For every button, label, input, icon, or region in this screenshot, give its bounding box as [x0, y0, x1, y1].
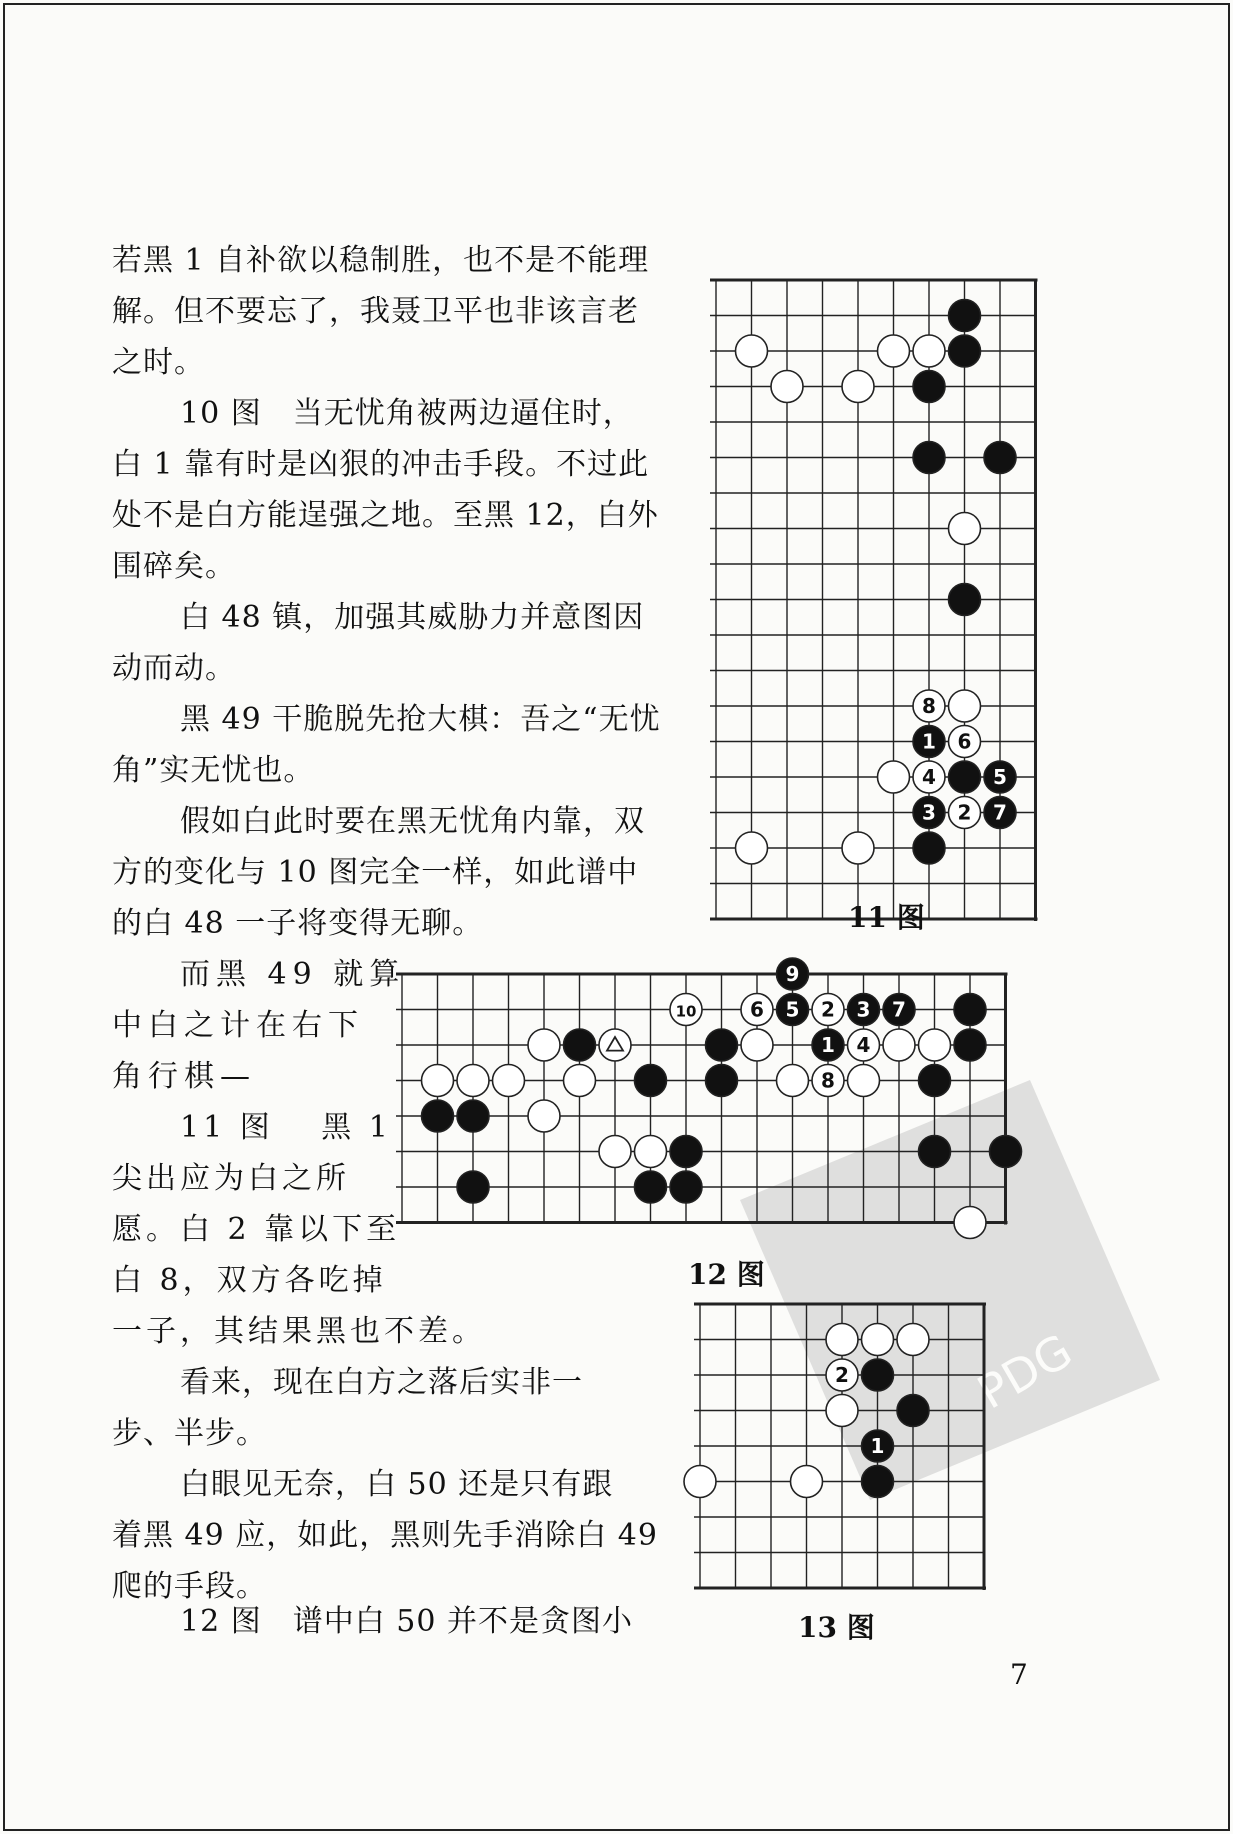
- white-stone: [670, 994, 702, 1026]
- black-stone: [670, 1136, 702, 1168]
- white-stone: [826, 1359, 858, 1391]
- black-stone: [422, 1100, 454, 1132]
- text-line: 12 图 谱中白 50 并不是贪图小: [180, 1604, 633, 1639]
- black-stone: [457, 1100, 489, 1132]
- black-stone: [862, 1466, 894, 1498]
- paragraph-5: [112, 796, 645, 949]
- white-stone: [422, 1065, 454, 1097]
- white-stone: [528, 1100, 560, 1132]
- black-stone: [913, 371, 945, 403]
- white-stone: [848, 1029, 880, 1061]
- text-line: 假如白此时要在黑无忧角内靠，双: [180, 804, 645, 839]
- paragraph-4: [112, 694, 661, 796]
- black-stone: [848, 994, 880, 1026]
- black-stone: [635, 1065, 667, 1097]
- move-number: 2: [835, 1363, 849, 1387]
- move-number: 2: [821, 997, 835, 1022]
- black-stone: [913, 726, 945, 758]
- black-stone: [990, 1136, 1022, 1168]
- white-stone: [949, 726, 981, 758]
- text-line: 11 图 黑 1: [180, 1110, 392, 1145]
- white-stone: [599, 1029, 631, 1061]
- text-line: 方的变化与 10 图完全一样，如此谱中: [112, 855, 639, 890]
- text-line: 看来，现在白方之落后实非一: [180, 1365, 583, 1400]
- white-stone: [842, 832, 874, 864]
- text-line: 动而动。: [112, 651, 236, 686]
- white-stone: [741, 1029, 773, 1061]
- white-stone: [862, 1324, 894, 1356]
- text-line: 着黑 49 应，如此，黑则先手消除白 49: [112, 1518, 658, 1553]
- move-number: 1: [922, 729, 936, 754]
- text-line: 一子，其结果黑也不差。: [112, 1314, 486, 1349]
- move-number: 1: [870, 1434, 885, 1458]
- white-stone: [528, 1029, 560, 1061]
- white-stone: [954, 1207, 986, 1239]
- text-line: 黑 49 干脆脱先抢大棋：吾之“无忧: [180, 702, 661, 737]
- black-stone: [897, 1395, 929, 1427]
- black-stone: [949, 584, 981, 616]
- white-stone: [635, 1136, 667, 1168]
- white-stone: [883, 1029, 915, 1061]
- move-number: 5: [785, 997, 800, 1022]
- black-stone: [777, 958, 809, 990]
- paragraph-1: [112, 235, 649, 388]
- black-stone: [913, 832, 945, 864]
- black-stone: [919, 1065, 951, 1097]
- figure-caption-12: 12 图: [688, 1258, 765, 1291]
- paragraph-10: [112, 1596, 633, 1647]
- black-stone: [457, 1171, 489, 1203]
- white-stone: [848, 1065, 880, 1097]
- move-number: 5: [993, 765, 1007, 789]
- text-line: 白 8，双方各吃掉: [112, 1263, 387, 1298]
- black-stone: [913, 797, 945, 829]
- move-number: 1: [821, 1033, 835, 1057]
- move-number: 7: [892, 997, 906, 1022]
- black-stone: [984, 442, 1016, 474]
- text-line: 围碎矣。: [112, 549, 236, 584]
- black-stone: [812, 1029, 844, 1061]
- text-line: 愿。白 2 靠以下至: [112, 1212, 401, 1247]
- move-number: 9: [785, 962, 800, 986]
- white-stone: [913, 761, 945, 793]
- page-number: 7: [1010, 1658, 1028, 1691]
- white-stone: [878, 335, 910, 367]
- text-line: 爬的手段。: [112, 1569, 267, 1604]
- go-diagram-11: [712, 244, 1062, 884]
- move-number: 8: [922, 694, 936, 718]
- black-stone: [954, 994, 986, 1026]
- paragraph-9: [112, 1459, 658, 1612]
- text-line: 白 48 镇，加强其威胁力并意图因: [180, 600, 645, 635]
- white-stone: [913, 335, 945, 367]
- black-stone: [635, 1171, 667, 1203]
- move-number: 6: [957, 729, 972, 754]
- text-line: 之时。: [112, 345, 205, 380]
- figure-caption-13: 13 图: [798, 1611, 875, 1644]
- board-grid: [710, 280, 1038, 921]
- white-stone: [913, 690, 945, 722]
- white-stone: [949, 513, 981, 545]
- text-line: 角行棋—: [112, 1059, 256, 1094]
- move-number: 3: [922, 800, 936, 825]
- white-stone: [826, 1395, 858, 1427]
- paragraph-8: [112, 1357, 583, 1459]
- black-stone: [883, 994, 915, 1026]
- black-stone: [564, 1029, 596, 1061]
- move-number: 3: [856, 997, 871, 1022]
- white-stone: [949, 690, 981, 722]
- move-number: 7: [993, 800, 1007, 825]
- white-stone: [826, 1324, 858, 1356]
- black-stone: [949, 761, 981, 793]
- white-stone: [842, 371, 874, 403]
- text-line: 而黑 49 就算: [180, 957, 406, 992]
- move-number: 4: [922, 765, 936, 789]
- white-stone: [777, 1065, 809, 1097]
- figure-caption-11: 11 图: [848, 901, 925, 934]
- white-stone: [919, 1029, 951, 1061]
- move-number: 8: [821, 1068, 835, 1093]
- black-stone: [706, 1065, 738, 1097]
- white-stone: [741, 994, 773, 1026]
- text-line: 步、半步。: [112, 1416, 267, 1451]
- go-diagram-12: [400, 952, 1050, 1207]
- white-stone: [897, 1324, 929, 1356]
- move-number: 2: [957, 800, 972, 825]
- move-number: 6: [750, 997, 764, 1022]
- move-number: 10: [675, 1002, 697, 1021]
- black-stone: [954, 1029, 986, 1061]
- text-line: 若黑 1 自补欲以稳制胜，也不是不能理: [112, 243, 650, 278]
- paragraph-3: [112, 592, 644, 694]
- white-stone: [684, 1466, 716, 1498]
- white-stone: [599, 1136, 631, 1168]
- black-stone: [949, 300, 981, 332]
- text-line: 白 1 靠有时是凶狠的冲击手段。不过此: [112, 447, 650, 482]
- black-stone: [862, 1430, 894, 1462]
- white-stone: [457, 1065, 489, 1097]
- text-line: 白眼见无奈，白 50 还是只有跟: [180, 1467, 614, 1502]
- text-line: 尖出应为白之所: [112, 1161, 350, 1196]
- white-stone: [493, 1065, 525, 1097]
- paragraph-2: [112, 388, 659, 592]
- white-stone: [791, 1466, 823, 1498]
- go-diagram-13: [690, 1296, 1000, 1581]
- white-stone: [771, 371, 803, 403]
- move-number: 4: [856, 1033, 871, 1057]
- text-line: 解。但不要忘了，我聂卫平也非该言老: [112, 294, 639, 329]
- black-stone: [919, 1136, 951, 1168]
- black-stone: [949, 335, 981, 367]
- white-stone: [812, 1065, 844, 1097]
- white-stone: [812, 994, 844, 1026]
- black-stone: [984, 797, 1016, 829]
- watermark-text: PDG: [968, 1323, 1082, 1420]
- white-stone: [878, 761, 910, 793]
- paragraph-6: [112, 949, 405, 1102]
- black-stone: [706, 1029, 738, 1061]
- text-line: 中白之计在右下: [112, 1008, 364, 1043]
- text-line: 的白 48 一子将变得无聊。: [112, 906, 484, 941]
- black-stone: [913, 442, 945, 474]
- white-stone: [949, 797, 981, 829]
- white-stone: [736, 832, 768, 864]
- text-line: 角”实无忧也。: [112, 753, 315, 788]
- text-line: 处不是白方能逞强之地。至黑 12，白外: [112, 498, 659, 533]
- text-line: 10 图 当无忧角被两边逼住时，: [180, 396, 634, 431]
- black-stone: [777, 994, 809, 1026]
- black-stone: [862, 1359, 894, 1391]
- black-stone: [984, 761, 1016, 793]
- black-stone: [670, 1171, 702, 1203]
- white-stone: [736, 335, 768, 367]
- white-stone: [564, 1065, 596, 1097]
